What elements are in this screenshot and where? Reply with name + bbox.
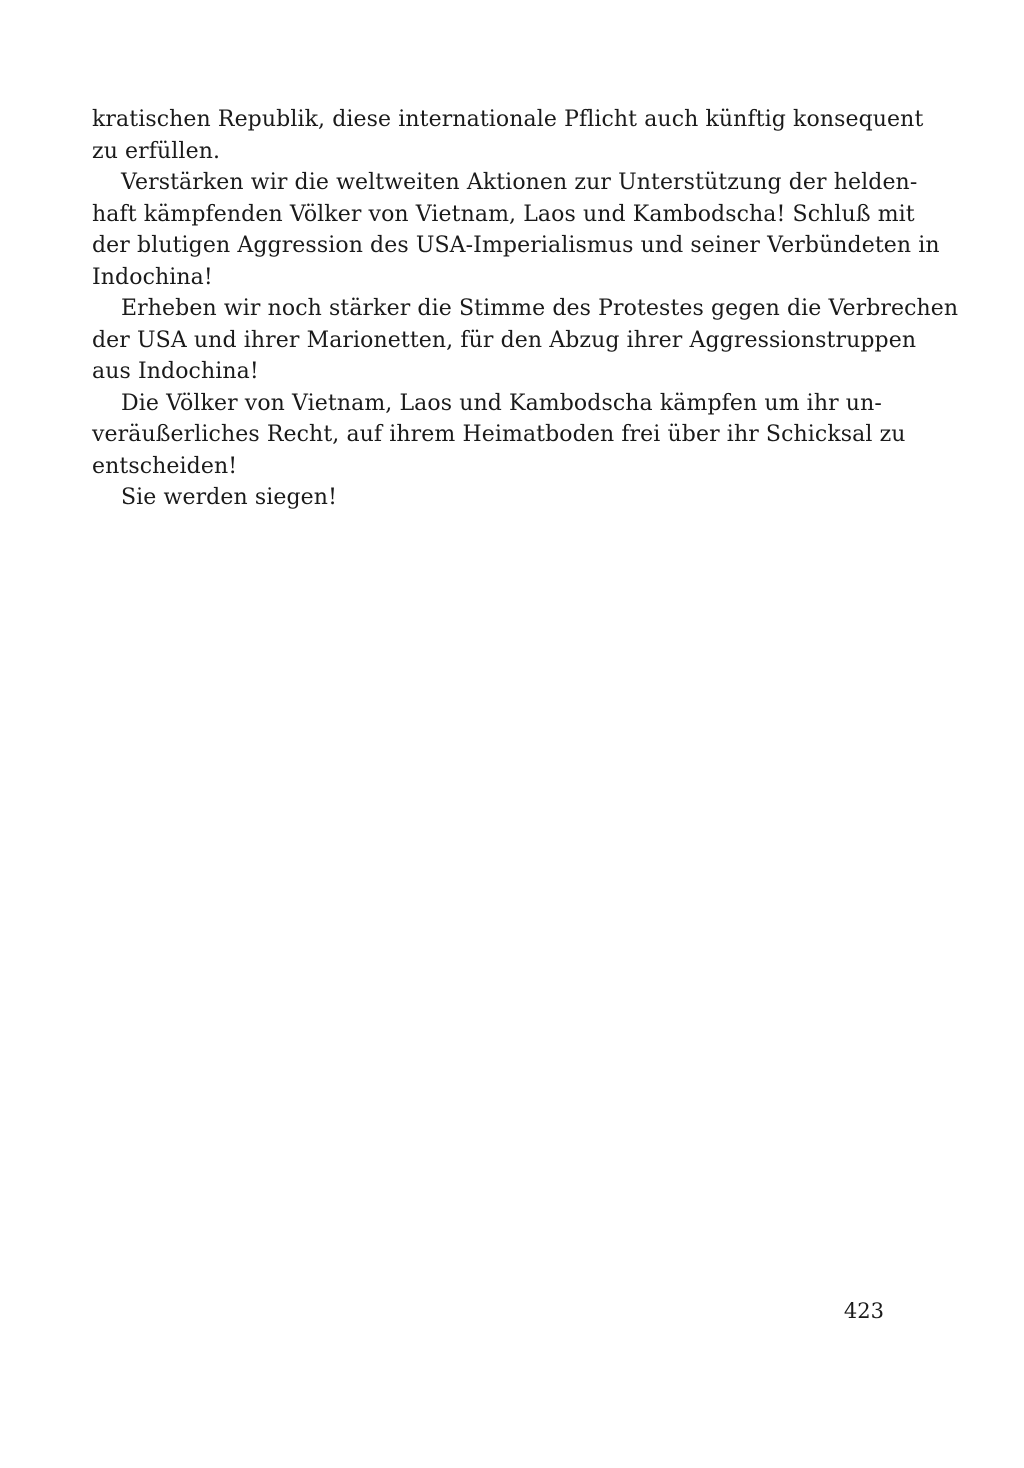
text-line: der blutigen Aggression des USA-Imperialismus und seiner Verbündeten in	[92, 233, 940, 258]
body-text	[92, 104, 959, 514]
text-line: zu erfüllen.	[92, 138, 221, 164]
paragraph-start-line: Sie werden siegen!	[121, 485, 338, 510]
paragraph-start-line: Die Völker von Vietnam, Laos und Kambodscha kämpfen um ihr un-	[121, 390, 882, 416]
text-line: veräußerliches Recht, auf ihrem Heimatboden frei über ihr Schicksal zu	[92, 422, 906, 447]
text-line: der USA und ihrer Marionetten, für den Abzug ihrer Aggressionstruppen	[92, 327, 917, 353]
page-number: 423	[843, 1299, 884, 1323]
text-line: aus Indochina!	[92, 359, 259, 384]
paragraph-start-line: Verstärken wir die weltweiten Aktionen zur Unterstützung der helden-	[121, 170, 918, 195]
text-line: haft kämpfenden Völker von Vietnam, Laos und Kambodscha! Schluß mit	[92, 201, 915, 227]
text-line: Indochina!	[92, 264, 213, 290]
paragraph-start-line: Erheben wir noch stärker die Stimme des Protestes gegen die Verbrechen	[121, 296, 959, 321]
text-line: kratischen Republik, diese internationale Pflicht auch künftig konsequent	[92, 107, 924, 132]
text-line: entscheiden!	[92, 453, 238, 479]
